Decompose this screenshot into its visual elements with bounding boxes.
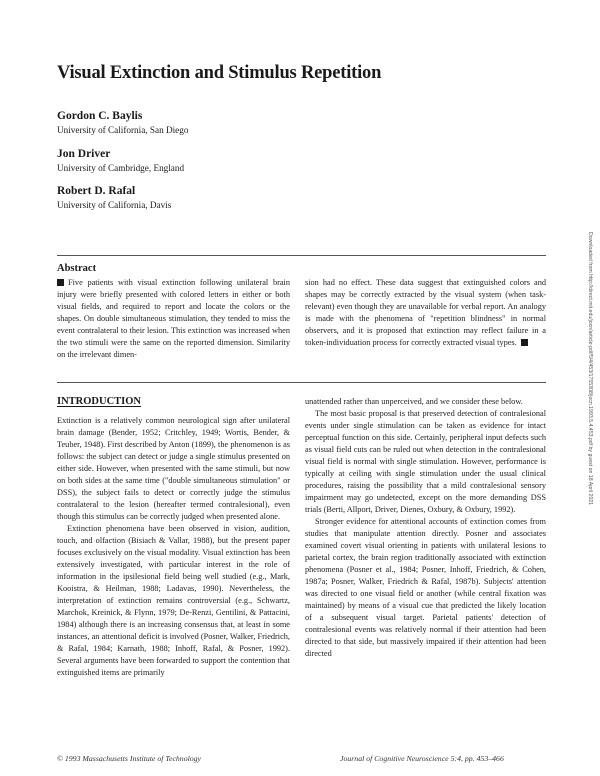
introduction-left-column [57,415,290,679]
paragraph-text: Extinction phenomena have been observed in vision, audition, touch, and olfaction (Bisiach & Vallar, 1988), but the present paper focuses exclusively on the visual modality. Visual extinction has been extensively investigated, with particular interest in the role of information in the ipsilesional field being well studied (e.g., Mark, Kooistra, & Heilman, 1988; Ladavas, 1990). Nevertheless, the interpretation of extinction remains controversial (e.g., Schwartz, Marchok, Kreinick, & Flynn, 1979; De-Renzi, Gentilini, & Pattacini, 1984) although there is an increasing consensus that, at least in some instances, an attentional deficit is involved (Posner, Walker, Friedrich, & Rafal, 1984; Karnath, 1988; Inhoff, Rafal, & Posner, 1992). Several arguments have been forwarded to support the contention that extinguished items are primarily [57,524,290,677]
author-affiliation: University of Cambridge, England [57,163,185,173]
paper-title: Visual Extinction and Stimulus Repetition [57,63,382,83]
author-name: Robert D. Rafal [57,185,136,197]
abstract-left-column [57,277,290,361]
paragraph [57,523,290,679]
copyright-footer: © 1993 Massachusetts Institute of Technology [57,754,202,763]
abstract-right-text: sion had no effect. These data suggest that extinguished colors and shapes may be correctly extracted by the visual system (when task-relevant) even though they are unavailable for verbal report. An analogy is made with the phenomena of "repetition blindness" in normal observers, and it is proposed that extinction may reflect failure in a token-individuation process for correctly extracted visual types. [305,278,546,347]
abstract-right-column [305,277,546,349]
author-name: Gordon C. Baylis [57,110,143,122]
author-name: Jon Driver [57,148,111,160]
introduction-heading: INTRODUCTION [57,396,142,407]
abstract-heading: Abstract [57,263,97,274]
section-rule [57,255,546,256]
download-side-note: Downloaded from http://direct.mit.edu/jocn/article-pdf/5/4/453/1755308/jocn.1993.5.4.453.pdf by guest on 18 April 2021 [587,232,593,506]
paragraph [305,516,546,660]
section-rule [57,382,546,383]
abstract-left-text: Five patients with visual extinction following unilateral brain injury were briefly presented with colored letters in either or both visual fields, and required to report and locate the colors or the shapes. On double simultaneous stimulation, they tended to miss the event contralateral to their lesion. This extinction was increased when the two stimuli were the same on the reported dimension. Similarity on the irrelevant dimen- [57,278,290,359]
abstract-end-square-icon [521,339,528,346]
introduction-right-column [305,396,546,660]
paragraph: unattended rather than unperceived, and we consider these below. [305,397,523,406]
paragraph-text: Stronger evidence for attentional accounts of extinction comes from studies that manipulate attention directly. Posner and associates examined covert visual orienting in patients with unilateral lesions to parietal cortex, the brain region traditionally associated with extinction phenomena (Posner et al., 1984; Posner, Inhoff, Friedrich, & Cohen, 1987a; Posner, Walker, Friedrich & Rafal, 1987b). Subjects' attention was directed to one visual field or another (while central fixation was maintained) by means of a visual cue that predicted the likely location of a subsequent visual target. Parietal patients' detection of contralesional events was relatively normal if their attention had been directed to that side, but massively impaired if their attention had been directed [305,517,546,658]
author-affiliation: University of California, Davis [57,200,172,210]
paragraph [305,408,546,516]
paragraph: Extinction is a relatively common neurological sign after unilateral brain damage (Bender, 1952; Critchley, 1949; Wortis, Bender, & Teuber, 1948). First described by Anton (1899), the phenomenon is as follows: the subject can detect or judge a single stimulus presented on either side. However, when presented with the same stimuli, but now on both sides at the same time ("double simultaneous stimulation" or DSS), the subject fails to detect or correctly judge the stimulus contralateral to the lesion (hereafter termed contralesional), even though this stimulus can be correctly judged when presented alone. [57,416,290,521]
journal-citation-footer: Journal of Cognitive Neuroscience 5:4, pp. 453–466 [340,754,504,763]
paragraph-text: The most basic proposal is that preserved detection of contralesional events under single stimulation can be taken as evidence for intact perceptual function on this side. Certainly, peripheral input defects such as visual field cuts can be ruled out when detection in the contralesional visual field is normal with single stimulation. However, performance is typically at ceiling with single stimulation under the usual clinical procedures, raising the possibility that a mild contralesional sensory impairment may go undetected, except on the more demanding DSS trials (Berti, Allport, Driver, Dienes, Oxbury, & Oxbury, 1992). [305,409,546,514]
author-affiliation: University of California, San Diego [57,125,189,135]
abstract-start-square-icon [57,279,64,286]
